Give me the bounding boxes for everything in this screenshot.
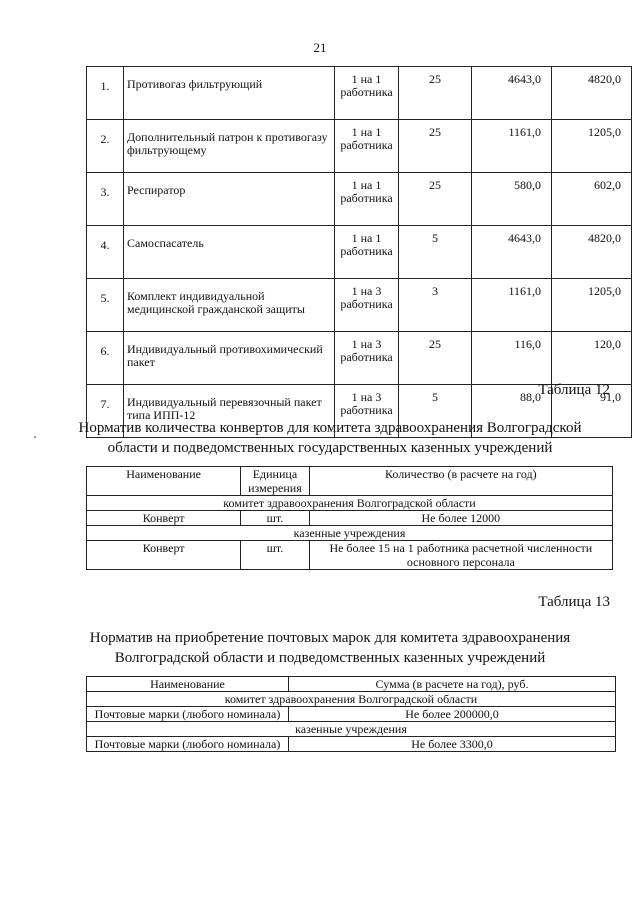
row-name: Комплект индивидуальной медицинской гражданской защиты [124, 279, 335, 332]
row-price: 1161,0 [472, 279, 552, 332]
row-number: 6. [87, 332, 124, 385]
table-row [87, 120, 632, 173]
row-unit: 1 на 3 работника [335, 332, 399, 385]
row-name: Самоспасатель [124, 226, 335, 279]
row-name: Конверт [87, 541, 241, 570]
table-row [87, 511, 613, 526]
row-unit: 1 на 1 работника [335, 120, 399, 173]
table-12-title: Норматив количества конвертов для комитета здравоохранения Волгоградской области и подведомственных государственных казенных учреждений [78, 420, 582, 456]
row-total: 1205,0 [552, 279, 632, 332]
row-unit: 1 на 1 работника [335, 226, 399, 279]
table-header-row [87, 467, 613, 496]
header-unit: Единица измерения [241, 467, 309, 496]
envelopes-table [86, 466, 613, 570]
section-row [87, 692, 616, 707]
row-name: Респиратор [124, 173, 335, 226]
row-unit: 1 на 1 работника [335, 67, 399, 120]
row-norm: 3 [399, 279, 472, 332]
table-row [87, 332, 632, 385]
row-price: 1161,0 [472, 120, 552, 173]
row-number: 4. [87, 226, 124, 279]
row-quantity: Не более 15 на 1 работника расчетной численности основного персонала [309, 541, 612, 570]
row-name: Индивидуальный перевязочный пакет типа ИПП-12 [124, 385, 335, 438]
table-13-label: Таблица 13 [538, 594, 610, 610]
row-unit: 1 на 3 работника [335, 385, 399, 438]
row-unit: шт. [241, 511, 309, 526]
section-committee: комитет здравоохранения Волгоградской области [87, 692, 616, 707]
row-name: Противогаз фильтрующий [124, 67, 335, 120]
row-price: 4643,0 [472, 67, 552, 120]
row-total: 91,0 [552, 385, 632, 438]
row-number: 1. [87, 67, 124, 120]
table-13-title: Норматив на приобретение почтовых марок для комитета здравоохранения Волгоградской области и подведомственных казенных учреждений [89, 630, 571, 666]
row-unit: 1 на 3 работника [335, 279, 399, 332]
section-row [87, 526, 613, 541]
header-sum: Сумма (в расчете на год), руб. [289, 677, 616, 692]
table-row [87, 279, 632, 332]
table-row [87, 541, 613, 570]
row-norm: 5 [399, 385, 472, 438]
table-row [87, 737, 616, 752]
row-total: 4820,0 [552, 67, 632, 120]
row-number: 5. [87, 279, 124, 332]
table-row [87, 173, 632, 226]
row-unit: шт. [241, 541, 309, 570]
row-norm: 25 [399, 332, 472, 385]
row-number: 2. [87, 120, 124, 173]
row-name: Почтовые марки (любого номинала) [87, 707, 289, 722]
row-price: 88,0 [472, 385, 552, 438]
row-number: 7. [87, 385, 124, 438]
row-total: 602,0 [552, 173, 632, 226]
row-price: 580,0 [472, 173, 552, 226]
row-unit: 1 на 1 работника [335, 173, 399, 226]
row-name: Дополнительный патрон к противогазу фильтрующему [124, 120, 335, 173]
table-row [87, 226, 632, 279]
row-total: 1205,0 [552, 120, 632, 173]
header-name: Наименование [87, 677, 289, 692]
row-price: 4643,0 [472, 226, 552, 279]
table-header-row [87, 677, 616, 692]
table-12-label: Таблица 12 [538, 382, 610, 398]
section-committee: комитет здравоохранения Волгоградской области [87, 496, 613, 511]
row-sum: Не более 200000,0 [289, 707, 616, 722]
header-quantity: Количество (в расчете на год) [309, 467, 612, 496]
row-number: 3. [87, 173, 124, 226]
row-sum: Не более 3300,0 [289, 737, 616, 752]
row-norm: 25 [399, 173, 472, 226]
table-row [87, 67, 632, 120]
scan-speck [34, 436, 36, 438]
postage-stamps-table [86, 676, 616, 752]
section-row [87, 722, 616, 737]
section-institutions: казенные учреждения [87, 526, 613, 541]
row-name: Индивидуальный противохимический пакет [124, 332, 335, 385]
section-row [87, 496, 613, 511]
page-number: 21 [313, 40, 327, 55]
row-total: 120,0 [552, 332, 632, 385]
header-name: Наименование [87, 467, 241, 496]
row-total: 4820,0 [552, 226, 632, 279]
row-name: Почтовые марки (любого номинала) [87, 737, 289, 752]
row-name: Конверт [87, 511, 241, 526]
row-price: 116,0 [472, 332, 552, 385]
row-norm: 5 [399, 226, 472, 279]
row-norm: 25 [399, 67, 472, 120]
row-quantity: Не более 12000 [309, 511, 612, 526]
table-row [87, 707, 616, 722]
row-norm: 25 [399, 120, 472, 173]
section-institutions: казенные учреждения [87, 722, 616, 737]
